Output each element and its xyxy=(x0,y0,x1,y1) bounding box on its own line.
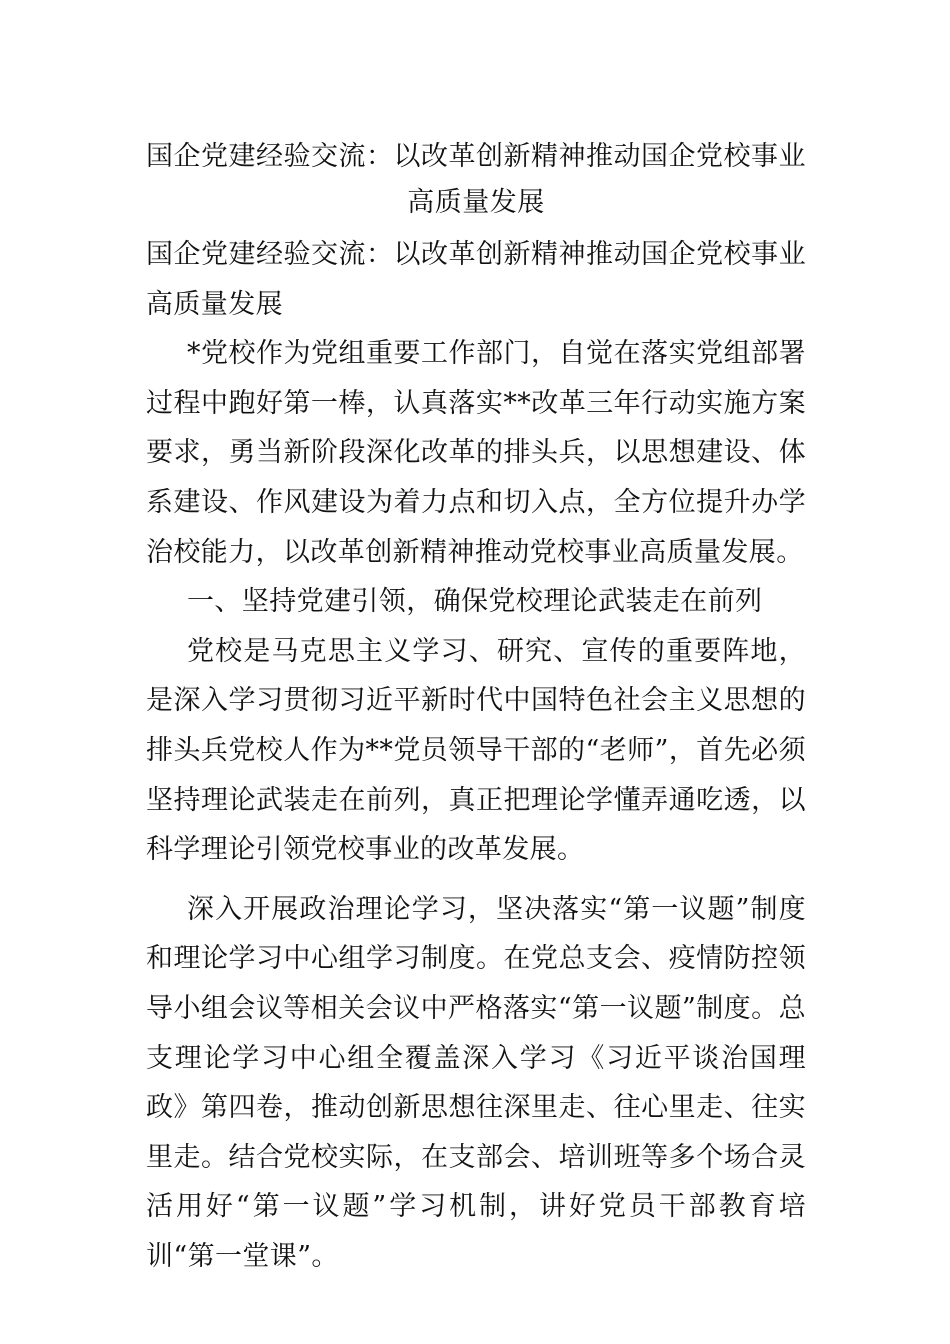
section-1-heading: 一、坚持党建引领，确保党校理论武装走在前列 xyxy=(187,586,763,618)
section-1-paragraph-1: 党校是马克思主义学习、研究、宣传的重要阵地，是深入学习贯彻习近平新时代中国特色社会主义思想的排头兵党校人作为**党员领导干部的“老师”，首先必须坚持理论武装走在前列，真正把理论学懂弄通吃透，以科学理论引领党校事业的改革发展。 xyxy=(146,635,806,866)
title-repeat: 国企党建经验交流：以改革创新精神推动国企党校事业高质量发展 xyxy=(146,239,806,320)
section-1-paragraph-2: 深入开展政治理论学习，坚决落实“第一议题”制度和理论学习中心组学习制度。在党总支会、疫情防控领导小组会议等相关会议中严格落实“第一议题”制度。总支理论学习中心组全覆盖深入学习《习近平谈治国理政》第四卷，推动创新思想往深里走、往心里走、往实里走。结合党校实际，在支部会、培训班等多个场合灵活用好“第一议题”学习机制，讲好党员干部教育培训“第一堂课”。 xyxy=(146,893,806,1272)
paragraph-gap xyxy=(146,875,806,885)
intro-paragraph: *党校作为党组重要工作部门，自觉在落实党组部署过程中跑好第一棒，认真落实**改革三年行动实施方案要求，勇当新阶段深化改革的排头兵，以思想建设、体系建设、作风建设为着力点和切入点，全方位提升办学治校能力，以改革创新精神推动党校事业高质量发展。 xyxy=(146,338,806,568)
document-title: 国企党建经验交流：以改革创新精神推动国企党校事业高质量发展 xyxy=(146,141,806,218)
document-page xyxy=(146,134,806,1281)
